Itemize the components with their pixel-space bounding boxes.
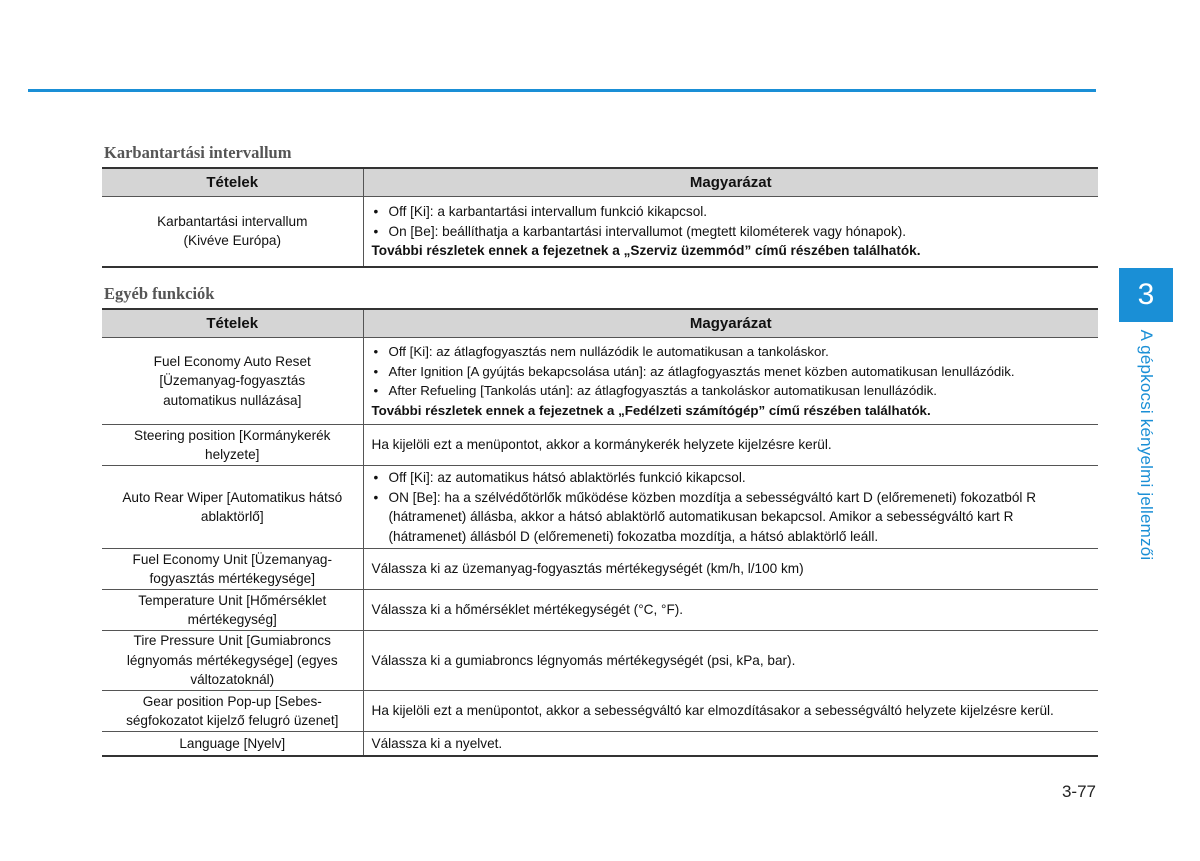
bullet-item: • Off [Ki]: az átlagfogyasztás nem nullázódik le automatikusan a tankoláskor. bbox=[372, 342, 1091, 362]
item-label-line: Tire Pressure Unit [Gumiabroncs bbox=[133, 633, 331, 649]
column-header-explanation: Magyarázat bbox=[363, 309, 1098, 338]
maintenance-section-title: Karbantartási intervallum bbox=[104, 143, 292, 162]
bullet-item: • ON [Be]: ha a szélvédőtörlők működése közben mozdítja a sebességváltó kart D (előremeneti) fokozatból R (hátramenet) állásba, akkor a hátsó ablaktörlő automatikusan bekapcsol. Amikor a sebességváltó kart R (hátramenet) állásból D (előremeneti) fokozatba mozdítja, a hátsó ablaktörlő leáll. bbox=[372, 488, 1091, 547]
table-row bbox=[102, 466, 1098, 549]
item-label-line: Gear position Pop-up [Sebes- bbox=[142, 693, 322, 709]
column-header-explanation: Magyarázat bbox=[363, 168, 1098, 197]
chapter-title: A gépkocsi kényelmi jellemzői bbox=[1137, 329, 1156, 561]
chapter-number-tab: 3 bbox=[1119, 268, 1173, 322]
table-row bbox=[102, 338, 1098, 425]
table-row bbox=[102, 425, 1098, 466]
other-functions-table bbox=[102, 308, 1098, 757]
reference-note: További részletek ennek a fejezetnek a „Szerviz üzemmód” című részében találhatók. bbox=[371, 243, 921, 258]
item-cell bbox=[102, 425, 363, 466]
item-cell bbox=[102, 549, 363, 590]
bullet-item: • After Ignition [A gyújtás bekapcsolása után]: az átlagfogyasztás menet közben automatikusan lenullázódik. bbox=[372, 362, 1091, 382]
description-cell: Ha kijelöli ezt a menüpontot, akkor a kormánykerék helyzete kijelzésre kerül. bbox=[363, 425, 1098, 466]
item-cell bbox=[102, 338, 363, 425]
item-label-line: Auto Rear Wiper [Automatikus hátsó bbox=[122, 489, 343, 505]
description-cell bbox=[363, 197, 1098, 267]
table-row bbox=[102, 590, 1098, 631]
item-label-line: Language [Nyelv] bbox=[179, 735, 286, 751]
column-header-items: Tételek bbox=[102, 168, 363, 197]
item-cell bbox=[102, 590, 363, 631]
other-functions-section-title: Egyéb funkciók bbox=[104, 284, 215, 303]
item-label-line: (Kivéve Európa) bbox=[183, 233, 281, 249]
table-header-row bbox=[102, 309, 1098, 338]
bullet-item: • On [Be]: beállíthatja a karbantartási intervallumot (megtett kilométerek vagy hónapok). bbox=[372, 222, 1091, 242]
table-row bbox=[102, 732, 1098, 756]
item-label-line: légnyomás mértékegysége] (egyes bbox=[126, 652, 338, 668]
header-rule bbox=[28, 89, 1096, 92]
description-cell: Válassza ki az üzemanyag-fogyasztás mértékegységét (km/h, l/100 km) bbox=[363, 549, 1098, 590]
table-row bbox=[102, 631, 1098, 691]
maintenance-table bbox=[102, 167, 1098, 268]
item-label-line: Fuel Economy Unit [Üzemanyag- bbox=[132, 551, 332, 567]
item-label-line: ségfokozatot kijelző felugró üzenet] bbox=[126, 713, 339, 728]
bullet-item: • After Refueling [Tankolás után]: az átlagfogyasztás a tankoláskor automatikusan lenullázódik. bbox=[372, 381, 1091, 401]
reference-note: További részletek ennek a fejezetnek a „Fedélzeti számítógép” című részében találhatók. bbox=[371, 402, 931, 418]
description-cell: Válassza ki a gumiabroncs légnyomás mértékegységét (psi, kPa, bar). bbox=[363, 631, 1098, 691]
description-cell bbox=[363, 466, 1098, 549]
item-label-line: automatikus nullázása] bbox=[163, 392, 302, 408]
item-label-line: mértékegység] bbox=[187, 612, 277, 627]
item-label-line: Temperature Unit [Hőmérséklet bbox=[138, 592, 327, 608]
description-cell: Válassza ki a nyelvet. bbox=[363, 732, 1098, 756]
item-cell bbox=[102, 631, 363, 691]
table-row bbox=[102, 549, 1098, 590]
column-header-items: Tételek bbox=[102, 309, 363, 338]
item-cell bbox=[102, 691, 363, 732]
page-number: 3-77 bbox=[1061, 782, 1096, 801]
item-cell bbox=[102, 466, 363, 549]
item-label-line: Steering position [Kormánykerék bbox=[134, 427, 331, 443]
description-cell: Válassza ki a hőmérséklet mértékegységét (°C, °F). bbox=[363, 590, 1098, 631]
item-label-line: helyzete] bbox=[205, 447, 260, 462]
description-cell: Ha kijelöli ezt a menüpontot, akkor a sebességváltó kar elmozdításakor a sebességváltó helyzete kijelzésre kerül. bbox=[363, 691, 1098, 732]
item-label-line: fogyasztás mértékegysége] bbox=[149, 571, 315, 586]
item-label-line: ablaktörlő] bbox=[200, 509, 264, 524]
item-label-line: [Üzemanyag-fogyasztás bbox=[159, 373, 306, 389]
bullet-item: • Off [Ki]: az automatikus hátsó ablaktörlés funkció kikapcsol. bbox=[372, 468, 1091, 488]
table-header-row bbox=[102, 168, 1098, 197]
table-row bbox=[102, 691, 1098, 732]
table-row bbox=[102, 197, 1098, 267]
description-cell bbox=[363, 338, 1098, 425]
item-cell bbox=[102, 732, 363, 756]
item-cell bbox=[102, 197, 363, 267]
item-label-line: Karbantartási intervallum bbox=[157, 213, 308, 229]
item-label-line: Fuel Economy Auto Reset bbox=[153, 353, 311, 369]
item-label-line: változatoknál) bbox=[190, 672, 275, 688]
bullet-item: • Off [Ki]: a karbantartási intervallum funkció kikapcsol. bbox=[372, 202, 1091, 222]
